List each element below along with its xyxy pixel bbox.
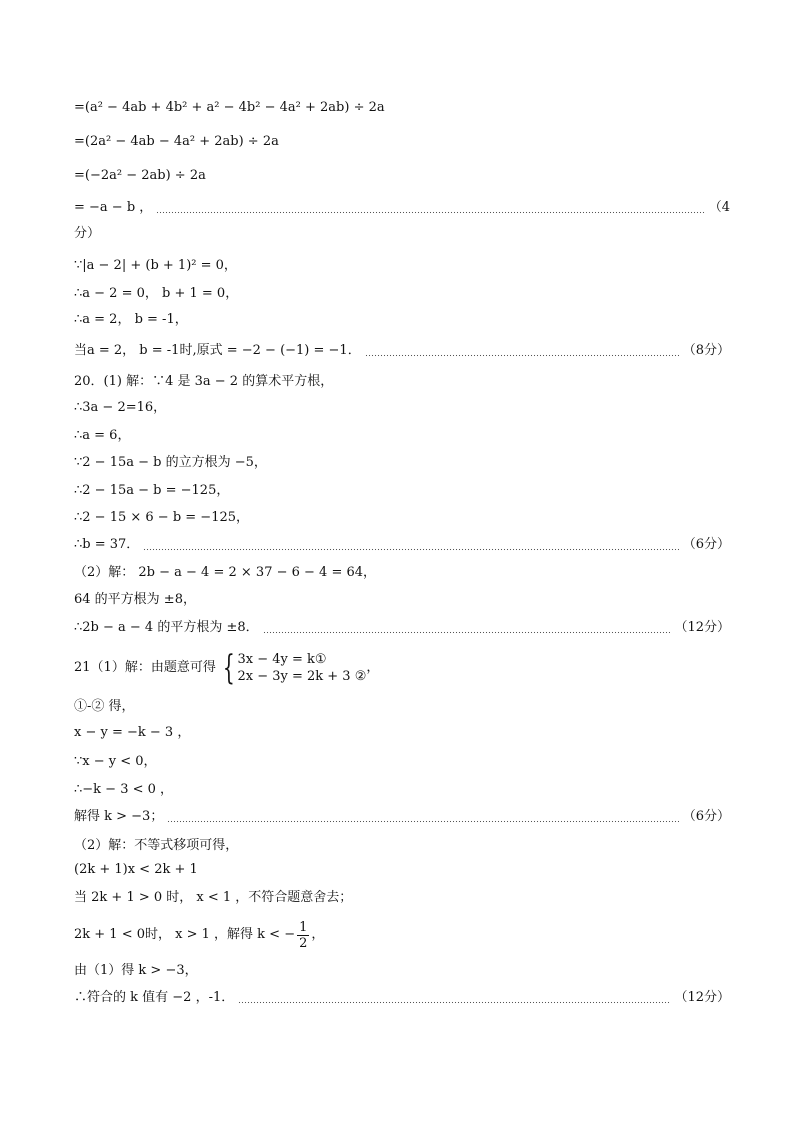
line-30: 由（1）得 k > −3， <box>74 963 198 978</box>
line-15: ∴2 − 15 × 6 − b = −125， <box>74 510 250 525</box>
equation-system <box>218 648 367 688</box>
line-5: 分） <box>74 226 101 241</box>
line-17: （2）解： 2b − a − 4 = 2 × 37 − 6 − 4 = 64， <box>74 565 377 580</box>
dot-leader <box>365 345 679 357</box>
line-29: 2k + 1 < 0时， x > 1 ，解得 k < − $\frac{1}{2}$ ， <box>74 919 325 951</box>
equation-2: 2x − 3y = 2k + 3 ② <box>237 669 367 684</box>
line-24: ∴−k − 3 < 0 ， <box>74 782 174 797</box>
line-3: =(−2a² − 2ab) ÷ 2a <box>74 168 206 183</box>
score-mark: （4 <box>708 200 730 215</box>
line-10: 20．(1) 解：∵4 是 3a − 2 的算术平方根， <box>74 374 334 389</box>
line-23: ∵x − y < 0， <box>74 754 157 769</box>
equation-1: 3x − 4y = k① <box>237 652 327 667</box>
score-mark: （6分） <box>682 809 730 824</box>
line-6: ∵|a − 2| + (b + 1)² = 0， <box>74 258 237 273</box>
line-25: 解得 k > −3； （6分） <box>74 809 730 824</box>
line-12: ∴a = 6， <box>74 428 131 443</box>
score-mark: （8分） <box>682 343 730 358</box>
score-mark: （12分） <box>674 620 730 635</box>
dot-leader <box>143 539 678 551</box>
dot-leader <box>156 202 704 214</box>
line-7: ∴a − 2 = 0， b + 1 = 0， <box>74 286 239 301</box>
line-9: 当a = 2， b = -1时,原式 = −2 − (−1) = −1． （8分） <box>74 343 730 358</box>
line-4: = −a − b ， （4 <box>74 200 730 215</box>
line-28: 当 2k + 1 > 0 时， x < 1 ，不符合题意舍去； <box>74 890 353 905</box>
line-27: (2k + 1)x < 2k + 1 <box>74 862 198 877</box>
score-mark: （12分） <box>674 990 730 1005</box>
line-1: =(a² − 4ab + 4b² + a² − 4b² − 4a² + 2ab) ÷ 2a <box>74 100 385 115</box>
left-brace: { <box>222 648 235 688</box>
line-14: ∴2 − 15a − b = −125， <box>74 483 230 498</box>
dot-leader <box>238 992 670 1004</box>
fraction-one-half: $\frac{1}{2}$ <box>299 919 308 951</box>
line-20: 21（1）解：由题意可得 { 3x − 4y = k① 2x − 3y = 2k + 3 ② ， <box>74 648 380 688</box>
line-16: ∴b = 37． （6分） <box>74 537 730 552</box>
line-22: x − y = −k − 3 ， <box>74 725 191 740</box>
score-mark: （6分） <box>682 537 730 552</box>
line-19: ∴2b − a − 4 的平方根为 ±8． （12分） <box>74 620 730 635</box>
line-21: ①-② 得， <box>74 699 135 714</box>
dot-leader <box>263 622 671 634</box>
line-11: ∴3a − 2=16， <box>74 400 167 415</box>
line-8: ∴a = 2， b = -1， <box>74 312 188 327</box>
dot-leader <box>167 811 678 823</box>
line-13: ∵2 − 15a − b 的立方根为 −5， <box>74 455 267 470</box>
line-31: ∴符合的 k 值有 −2 ，-1． （12分） <box>74 990 730 1005</box>
line-2: =(2a² − 4ab − 4a² + 2ab) ÷ 2a <box>74 134 279 149</box>
line-26: （2）解：不等式移项可得， <box>74 838 239 853</box>
line-18: 64 的平方根为 ±8， <box>74 592 196 607</box>
